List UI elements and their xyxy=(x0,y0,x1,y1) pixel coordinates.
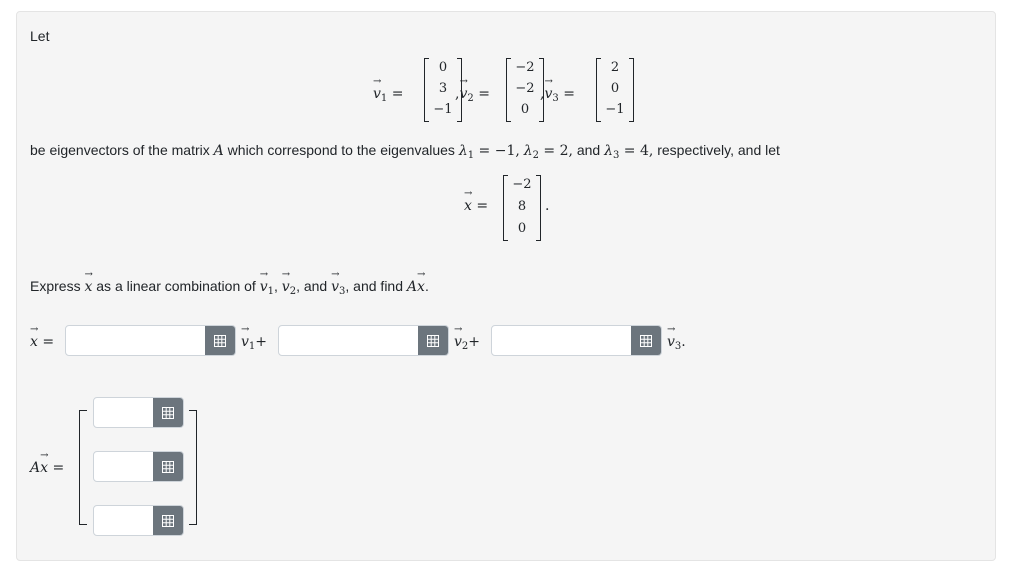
v2-entry-3: 0 xyxy=(520,102,530,117)
ax-right-bracket xyxy=(189,410,197,525)
eigen-sentence: be eigenvectors of the matrix A which correspond to the eigenvalues $\lambda_1 = -1$, $\lambda_2 = 2$, and $\lambda_3 = 4$, respectively, and let xyxy=(30,142,780,161)
calculator-grid-icon xyxy=(214,335,226,347)
calculator-grid-icon xyxy=(427,335,439,347)
ax-entry2-field[interactable] xyxy=(93,451,184,482)
calculator-grid-icon xyxy=(162,407,174,419)
ax-left-bracket xyxy=(79,410,87,525)
v1-entry-1: 0 xyxy=(438,60,448,75)
v2-matrix xyxy=(506,58,544,122)
ax-entry1-field[interactable] xyxy=(93,397,184,428)
coef2-field[interactable] xyxy=(278,325,449,356)
intro-text: Let xyxy=(30,28,50,44)
v3-term: → $v_3$. xyxy=(667,334,686,352)
ax-entry1-input[interactable] xyxy=(94,398,154,427)
x-label: → x = xyxy=(464,198,488,214)
question-card xyxy=(16,11,996,561)
v1-entry-2: 3 xyxy=(438,81,448,96)
ax-entry3-input[interactable] xyxy=(94,506,154,535)
calculator-grid-icon xyxy=(640,335,652,347)
calculator-grid-icon xyxy=(162,461,174,473)
x-entry-2: 8 xyxy=(517,199,527,214)
x-entry-1: −2 xyxy=(512,177,532,192)
answer-lhs: → x = xyxy=(30,334,54,350)
ax-entry2-input[interactable] xyxy=(94,452,154,481)
v1-label: → $v_1$ = xyxy=(373,86,403,104)
ax-entry3-field[interactable] xyxy=(93,505,184,536)
v3-entry-1: 2 xyxy=(610,60,620,75)
v3-entry-2: 0 xyxy=(610,81,620,96)
v3-label: ,→ $v_3$ = xyxy=(540,86,575,104)
coef3-input[interactable] xyxy=(492,326,632,355)
ax-entry3-keypad-button[interactable] xyxy=(153,506,183,535)
x-matrix xyxy=(503,175,541,241)
coef2-input[interactable] xyxy=(279,326,419,355)
coef1-field[interactable] xyxy=(65,325,236,356)
coef3-keypad-button[interactable] xyxy=(631,326,661,355)
v1-term: → $v_1+$ xyxy=(241,334,267,352)
x-period: . xyxy=(545,198,550,214)
coef3-field[interactable] xyxy=(491,325,662,356)
v2-label: ,→ $v_2$ = xyxy=(455,86,490,104)
v3-entry-3: −1 xyxy=(605,102,625,117)
ax-entry1-keypad-button[interactable] xyxy=(153,398,183,427)
ax-lhs: A→ x = xyxy=(30,460,64,476)
v1-entry-3: −1 xyxy=(433,102,453,117)
coef2-keypad-button[interactable] xyxy=(418,326,448,355)
v2-entry-2: −2 xyxy=(515,81,535,96)
x-entry-3: 0 xyxy=(517,221,527,236)
coef1-input[interactable] xyxy=(66,326,206,355)
v2-entry-1: −2 xyxy=(515,60,535,75)
coef1-keypad-button[interactable] xyxy=(205,326,235,355)
v2-term: → $v_2+$ xyxy=(454,334,480,352)
prompt-text: Express → x as a linear combination of → $v_1$, → $v_2$, and → $v_3$, and find A→ x. xyxy=(30,278,429,297)
calculator-grid-icon xyxy=(162,515,174,527)
v3-matrix xyxy=(596,58,634,122)
ax-entry2-keypad-button[interactable] xyxy=(153,452,183,481)
